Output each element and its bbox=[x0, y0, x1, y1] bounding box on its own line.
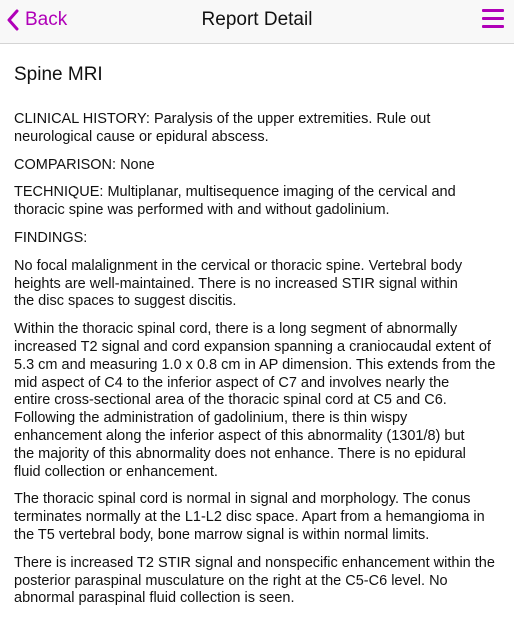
report-text-line: COMPARISON: None bbox=[14, 156, 155, 173]
report-content bbox=[14, 44, 500, 640]
report-paragraph bbox=[14, 230, 500, 248]
report-text-line: No focal malalignment in the cervical or thoracic spine. Vertebral body bbox=[14, 257, 463, 274]
report-text-line: thoracic spine was performed with and without gadolinium. bbox=[14, 202, 390, 219]
report-text-line: neurological cause or epidural abscess. bbox=[14, 128, 269, 145]
report-paragraph bbox=[14, 321, 500, 481]
report-text-line: the majority of this abnormality does not enhance. There is no epidural bbox=[14, 445, 466, 462]
report-paragraph bbox=[14, 157, 500, 175]
report-text-line: There is increased T2 STIR signal and nonspecific enhancement within the bbox=[14, 554, 495, 571]
report-text-line: entire cross-sectional area of the thoracic spinal cord at C5 and C6. bbox=[14, 392, 447, 409]
report-text-line: heights are well-maintained. There is no increased STIR signal within bbox=[14, 275, 458, 292]
report-paragraph bbox=[14, 111, 500, 147]
report-text-line: Within the thoracic spinal cord, there is a long segment of abnormally bbox=[14, 321, 458, 338]
report-text-line: enhancement along the inferior aspect of this abnormality (1301/8) but bbox=[14, 427, 465, 444]
report-text-line: terminates normally at the L1-L2 disc space. Apart from a hemangioma in bbox=[14, 509, 485, 526]
report-text-line: fluid collection or enhancement. bbox=[14, 463, 218, 480]
navigation-bar bbox=[0, 0, 514, 44]
report-text-line: FINDINGS: bbox=[14, 229, 88, 246]
report-text-line: 5.3 cm and measuring 1.0 x 0.8 cm in AP dimension. This extends from the bbox=[14, 356, 496, 373]
menu-icon[interactable] bbox=[482, 8, 504, 30]
report-text-line: the T5 vertebral body, bone marrow signal is within normal limits. bbox=[14, 526, 430, 543]
report-text-line: the disc spaces to suggest discitis. bbox=[14, 293, 237, 310]
back-button-label: Back bbox=[25, 9, 68, 30]
report-text-line: TECHNIQUE: Multiplanar, multisequence imaging of the cervical and bbox=[14, 184, 456, 201]
report-text-line: abnormal paraspinal fluid collection is seen. bbox=[14, 590, 295, 607]
report-paragraph bbox=[14, 184, 500, 220]
report-text-line: The thoracic spinal cord is normal in signal and morphology. The conus bbox=[14, 491, 471, 508]
report-text-line: Following the administration of gadolinium, there is thin wispy bbox=[14, 410, 408, 427]
report-text-line: CLINICAL HISTORY: Paralysis of the upper extremities. Rule out bbox=[14, 111, 431, 127]
report-text-line: increased T2 signal and cord expansion spanning a craniocaudal extent of bbox=[14, 338, 491, 355]
report-text-line: mid aspect of C4 to the inferior aspect of C7 and involves nearly the bbox=[14, 374, 450, 391]
report-paragraph bbox=[14, 491, 500, 544]
page-title: Report Detail bbox=[201, 9, 313, 30]
report-paragraph bbox=[14, 555, 500, 608]
chevron-left-icon bbox=[6, 9, 20, 31]
report-body bbox=[14, 111, 500, 608]
report-title: Spine MRI bbox=[14, 64, 103, 85]
report-paragraph bbox=[14, 258, 500, 311]
back-button[interactable] bbox=[6, 6, 67, 34]
report-text-line: posterior paraspinal musculature on the right at the C5-C6 level. No bbox=[14, 572, 448, 589]
